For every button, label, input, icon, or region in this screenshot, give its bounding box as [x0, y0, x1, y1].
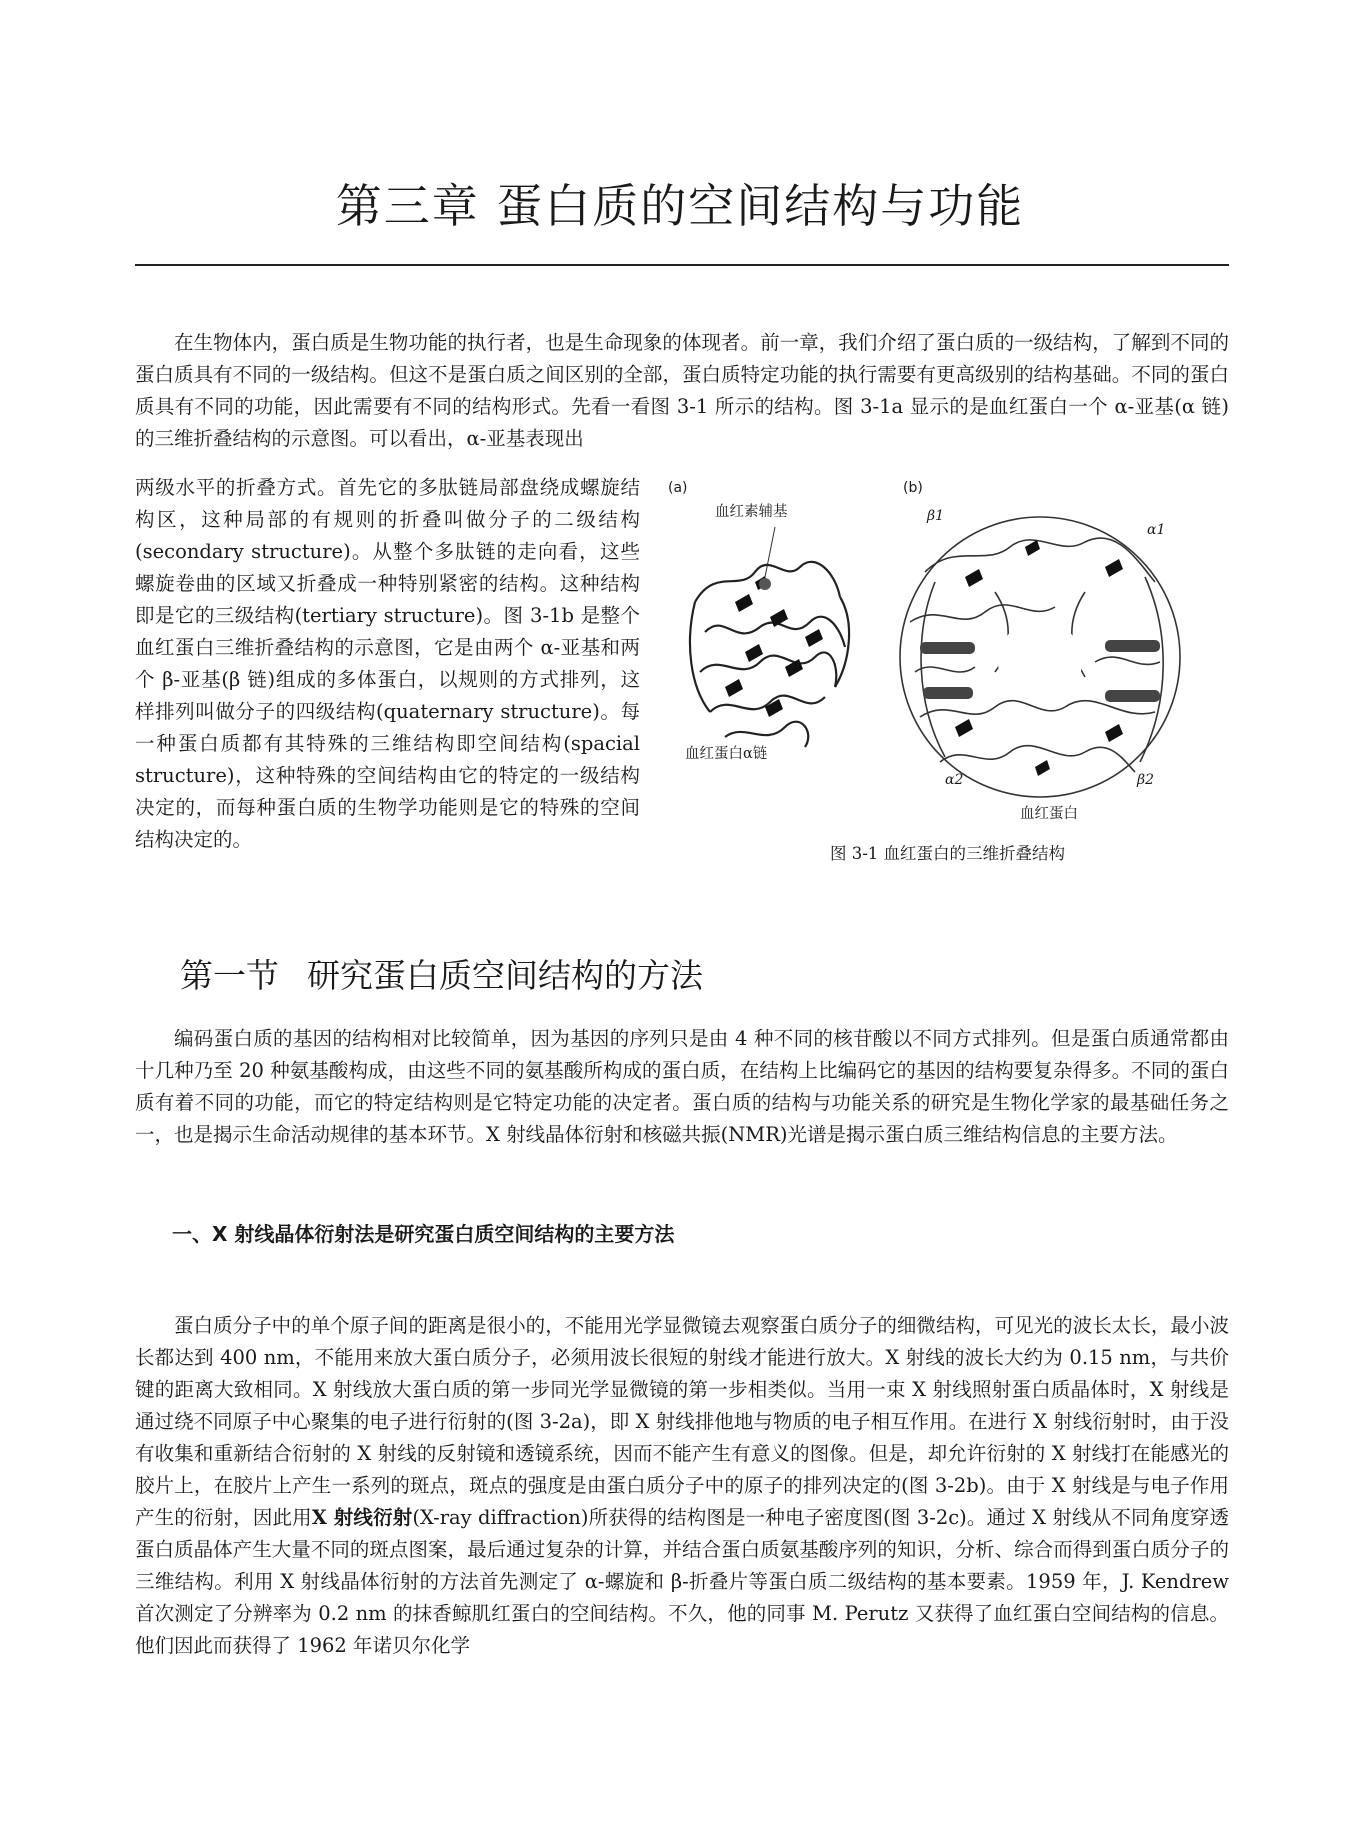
alpha1-label: α1 [1147, 522, 1166, 538]
subsection-paragraph [135, 1310, 1229, 1662]
section-title-text: 研究蛋白质空间结构的方法 [307, 956, 703, 995]
subsection-heading: 一、X 射线晶体衍射法是研究蛋白质空间结构的主要方法 [172, 1222, 675, 1246]
beta2-label: β2 [1137, 772, 1155, 788]
title-divider [135, 264, 1229, 266]
hemoglobin-label: 血红蛋白 [1020, 806, 1078, 822]
panel-b-label: (b) [903, 480, 923, 496]
beta1-label: β1 [927, 508, 945, 524]
bold-term: X 射线衍射 [311, 1506, 413, 1529]
subsection-text-part1: 蛋白质分子中的单个原子间的距离是很小的，不能用光学显微镜去观察蛋白质分子的细微结构，可见光的波长太长，最小波长都达到 400 nm，不能用来放大蛋白质分子，必须用波长很短的射线才能进行放大。X 射线的波长大约为 0.15 nm，与共价键的距离大致相同。X 射线放大蛋白质的第一步同光学显微镜的第一步相类似。当用一束 X 射线照射蛋白质晶体时，X 射线是通过绕不同原子中心聚集的电子进行衍射的(图 3-2a)，即 X 射线排他地与物质的电子相互作用。在进行 X 射线衍射时，由于没有收集和重新结合衍射的 X 射线的反射镜和透镜系统，因而不能产生有意义的图像。但是，却允许衍射的 X 射线打在能感光的胶片上，在胶片上产生一系列的斑点，斑点的强度是由蛋白质分子中的原子的排列决定的(图 3-2b)。由于 X 射线是与电子作用产生的衍射，因此用 [135, 1314, 1229, 1529]
figure-3-1 [665, 472, 1230, 872]
panel-a-label: (a) [668, 480, 688, 496]
section-number: 第一节 [180, 956, 279, 995]
intro-paragraph: 在生物体内，蛋白质是生物功能的执行者，也是生命现象的体现者。前一章，我们介绍了蛋白质的一级结构，了解到不同的蛋白质具有不同的一级结构。但这不是蛋白质之间区别的全部，蛋白质特定功能的执行需要有更高级别的结构基础。不同的蛋白质具有不同的功能，因此需要有不同的结构形式。先看一看图 3-1 所示的结构。图 3-1a 显示的是血红蛋白一个 α-亚基(α 链)的三维折叠结构的示意图。可以看出，α-亚基表现出 [135, 331, 1229, 450]
section-heading [180, 950, 731, 997]
alpha2-label: α2 [945, 772, 964, 788]
subsection-text-part2: (X-ray diffraction)所获得的结构图是一种电子密度图(图 3-2c)。通过 X 射线从不同角度穿透蛋白质晶体产生大量不同的斑点图案，最后通过复杂的计算，并结合蛋白质氨基酸序列的知识，分析、综合而得到蛋白质分子的三维结构。利用 X 射线晶体衍射的方法首先测定了 α-螺旋和 β-折叠片等蛋白质二级结构的基本要素。1959 年，J. Kendrew 首次测定了分辨率为 0.2 nm 的抹香鲸肌红蛋白的空间结构。不久，他的同事 M. Perutz 又获得了血红蛋白空间结构的信息。他们因此而获得了 1962 年诺贝尔化学 [135, 1506, 1229, 1657]
chapter-title: 第三章 蛋白质的空间结构与功能 [335, 179, 1025, 233]
heme-label: 血红素辅基 [715, 504, 788, 520]
alpha-chain-label: 血红蛋白α链 [685, 746, 768, 762]
figure-caption: 图 3-1 血红蛋白的三维折叠结构 [829, 844, 1066, 863]
intro-paragraph-continued: 两级水平的折叠方式。首先它的多肽链局部盘绕成螺旋结构区，这种局部的有规则的折叠叫做分子的二级结构(secondary structure)。从整个多肽链的走向看，这些螺旋卷曲的区域又折叠成一种特别紧密的结构。这种结构即是它的三级结构(tertiary structure)。图 3-1b 是整个血红蛋白三维折叠结构的示意图，它是由两个 α-亚基和两个 β-亚基(β 链)组成的多体蛋白，以规则的方式排列，这样排列叫做分子的四级结构(quaternary structure)。每一种蛋白质都有其特殊的三维结构即空间结构(spacial structure)，这种特殊的空间结构由它的特定的一级结构决定的，而每种蛋白质的生物学功能则是它的特殊的空间结构决定的。 [135, 476, 640, 851]
section-paragraph: 编码蛋白质的基因的结构相对比较简单，因为基因的序列只是由 4 种不同的核苷酸以不同方式排列。但是蛋白质通常都由十几种乃至 20 种氨基酸构成，由这些不同的氨基酸所构成的蛋白质，在结构上比编码它的基因的结构要复杂得多。不同的蛋白质有着不同的功能，而它的特定结构则是它特定功能的决定者。蛋白质的结构与功能关系的研究是生物化学家的最基础任务之一，也是揭示生命活动规律的基本环节。X 射线晶体衍射和核磁共振(NMR)光谱是揭示蛋白质三维结构信息的主要方法。 [135, 1027, 1229, 1146]
